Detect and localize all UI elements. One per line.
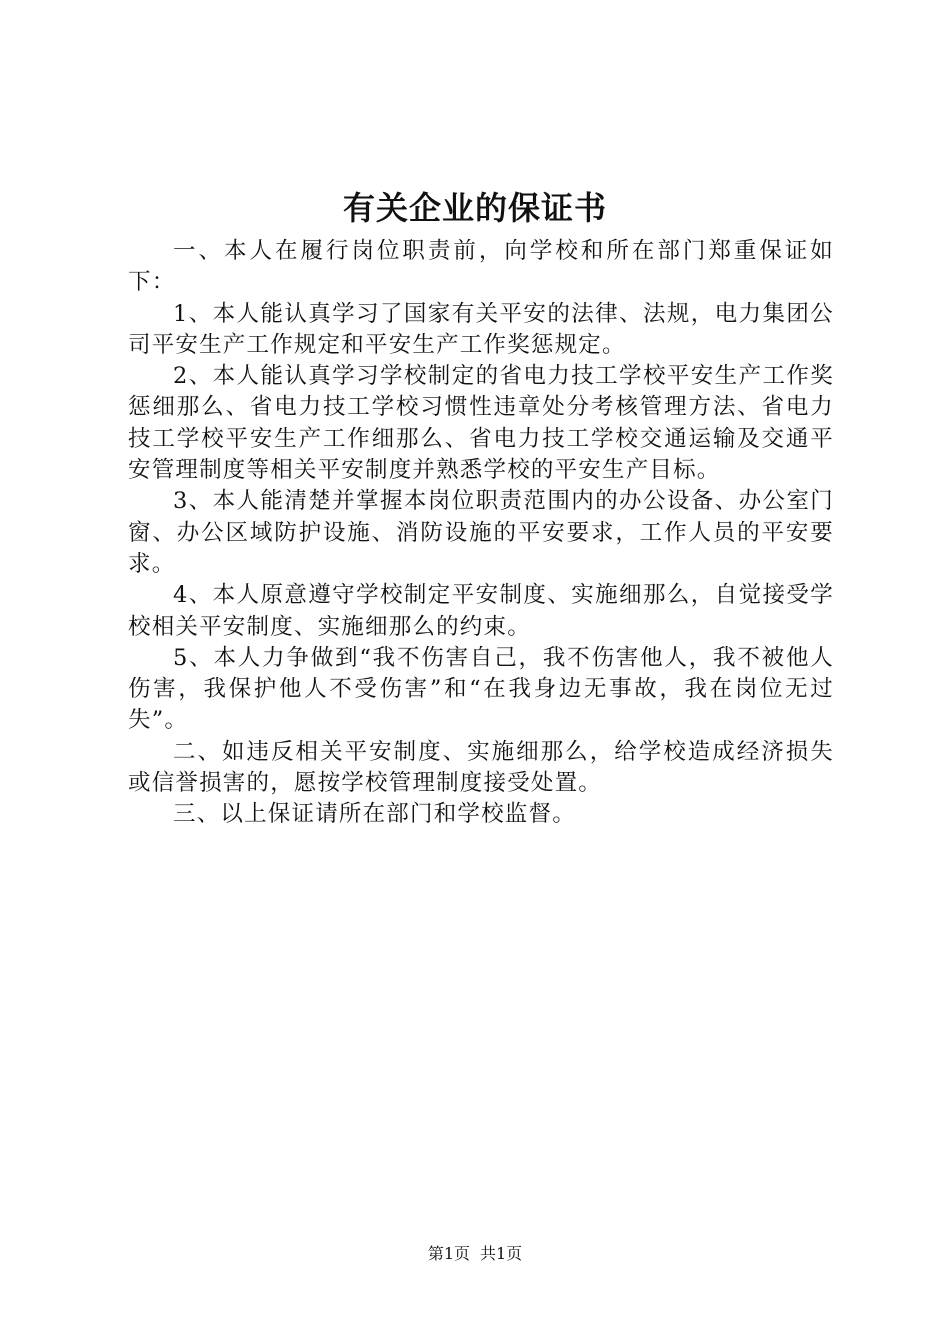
document-body — [128, 236, 834, 831]
paragraph: 3、本人能清楚并掌握本岗位职责范围内的办公设备、办公室门窗、办公区域防护设施、消防设施的平安要求，工作人员的平安要求。 — [128, 488, 834, 577]
paragraph: 二、如违反相关平安制度、实施细那么，给学校造成经济损失或信誉损害的，愿按学校管理制度接受处置。 — [128, 738, 834, 797]
paragraph: 三、以上保证请所在部门和学校监督。 — [173, 801, 576, 828]
page-number: 第1页 — [427, 1244, 470, 1263]
paragraph: 2、本人能认真学习学校制定的省电力技工学校平安生产工作奖惩细那么、省电力技工学校习惯性违章处分考核管理方法、省电力技工学校平安生产工作细那么、省电力技工学校交通运输及交通平安管理制度等相关平安制度并熟悉学校的平安生产目标。 — [128, 363, 834, 484]
document-title: 有关企业的保证书 — [342, 189, 607, 227]
paragraph: 一、本人在履行岗位职责前，向学校和所在部门郑重保证如下： — [128, 238, 834, 296]
paragraph: 1、本人能认真学习了国家有关平安的法律、法规，电力集团公司平安生产工作规定和平安生产工作奖惩规定。 — [128, 300, 834, 358]
page-total: 共1页 — [480, 1244, 523, 1263]
paragraph: 5、本人力争做到“我不伤害自己，我不伤害他人，我不被他人伤害，我保护他人不受伤害”和“在我身边无事故，我在岗位无过失”。 — [128, 644, 834, 734]
paragraph: 4、本人原意遵守学校制定平安制度、实施细那么，自觉接受学校相关平安制度、实施细那么的约束。 — [128, 582, 834, 640]
page-footer — [0, 1243, 950, 1265]
